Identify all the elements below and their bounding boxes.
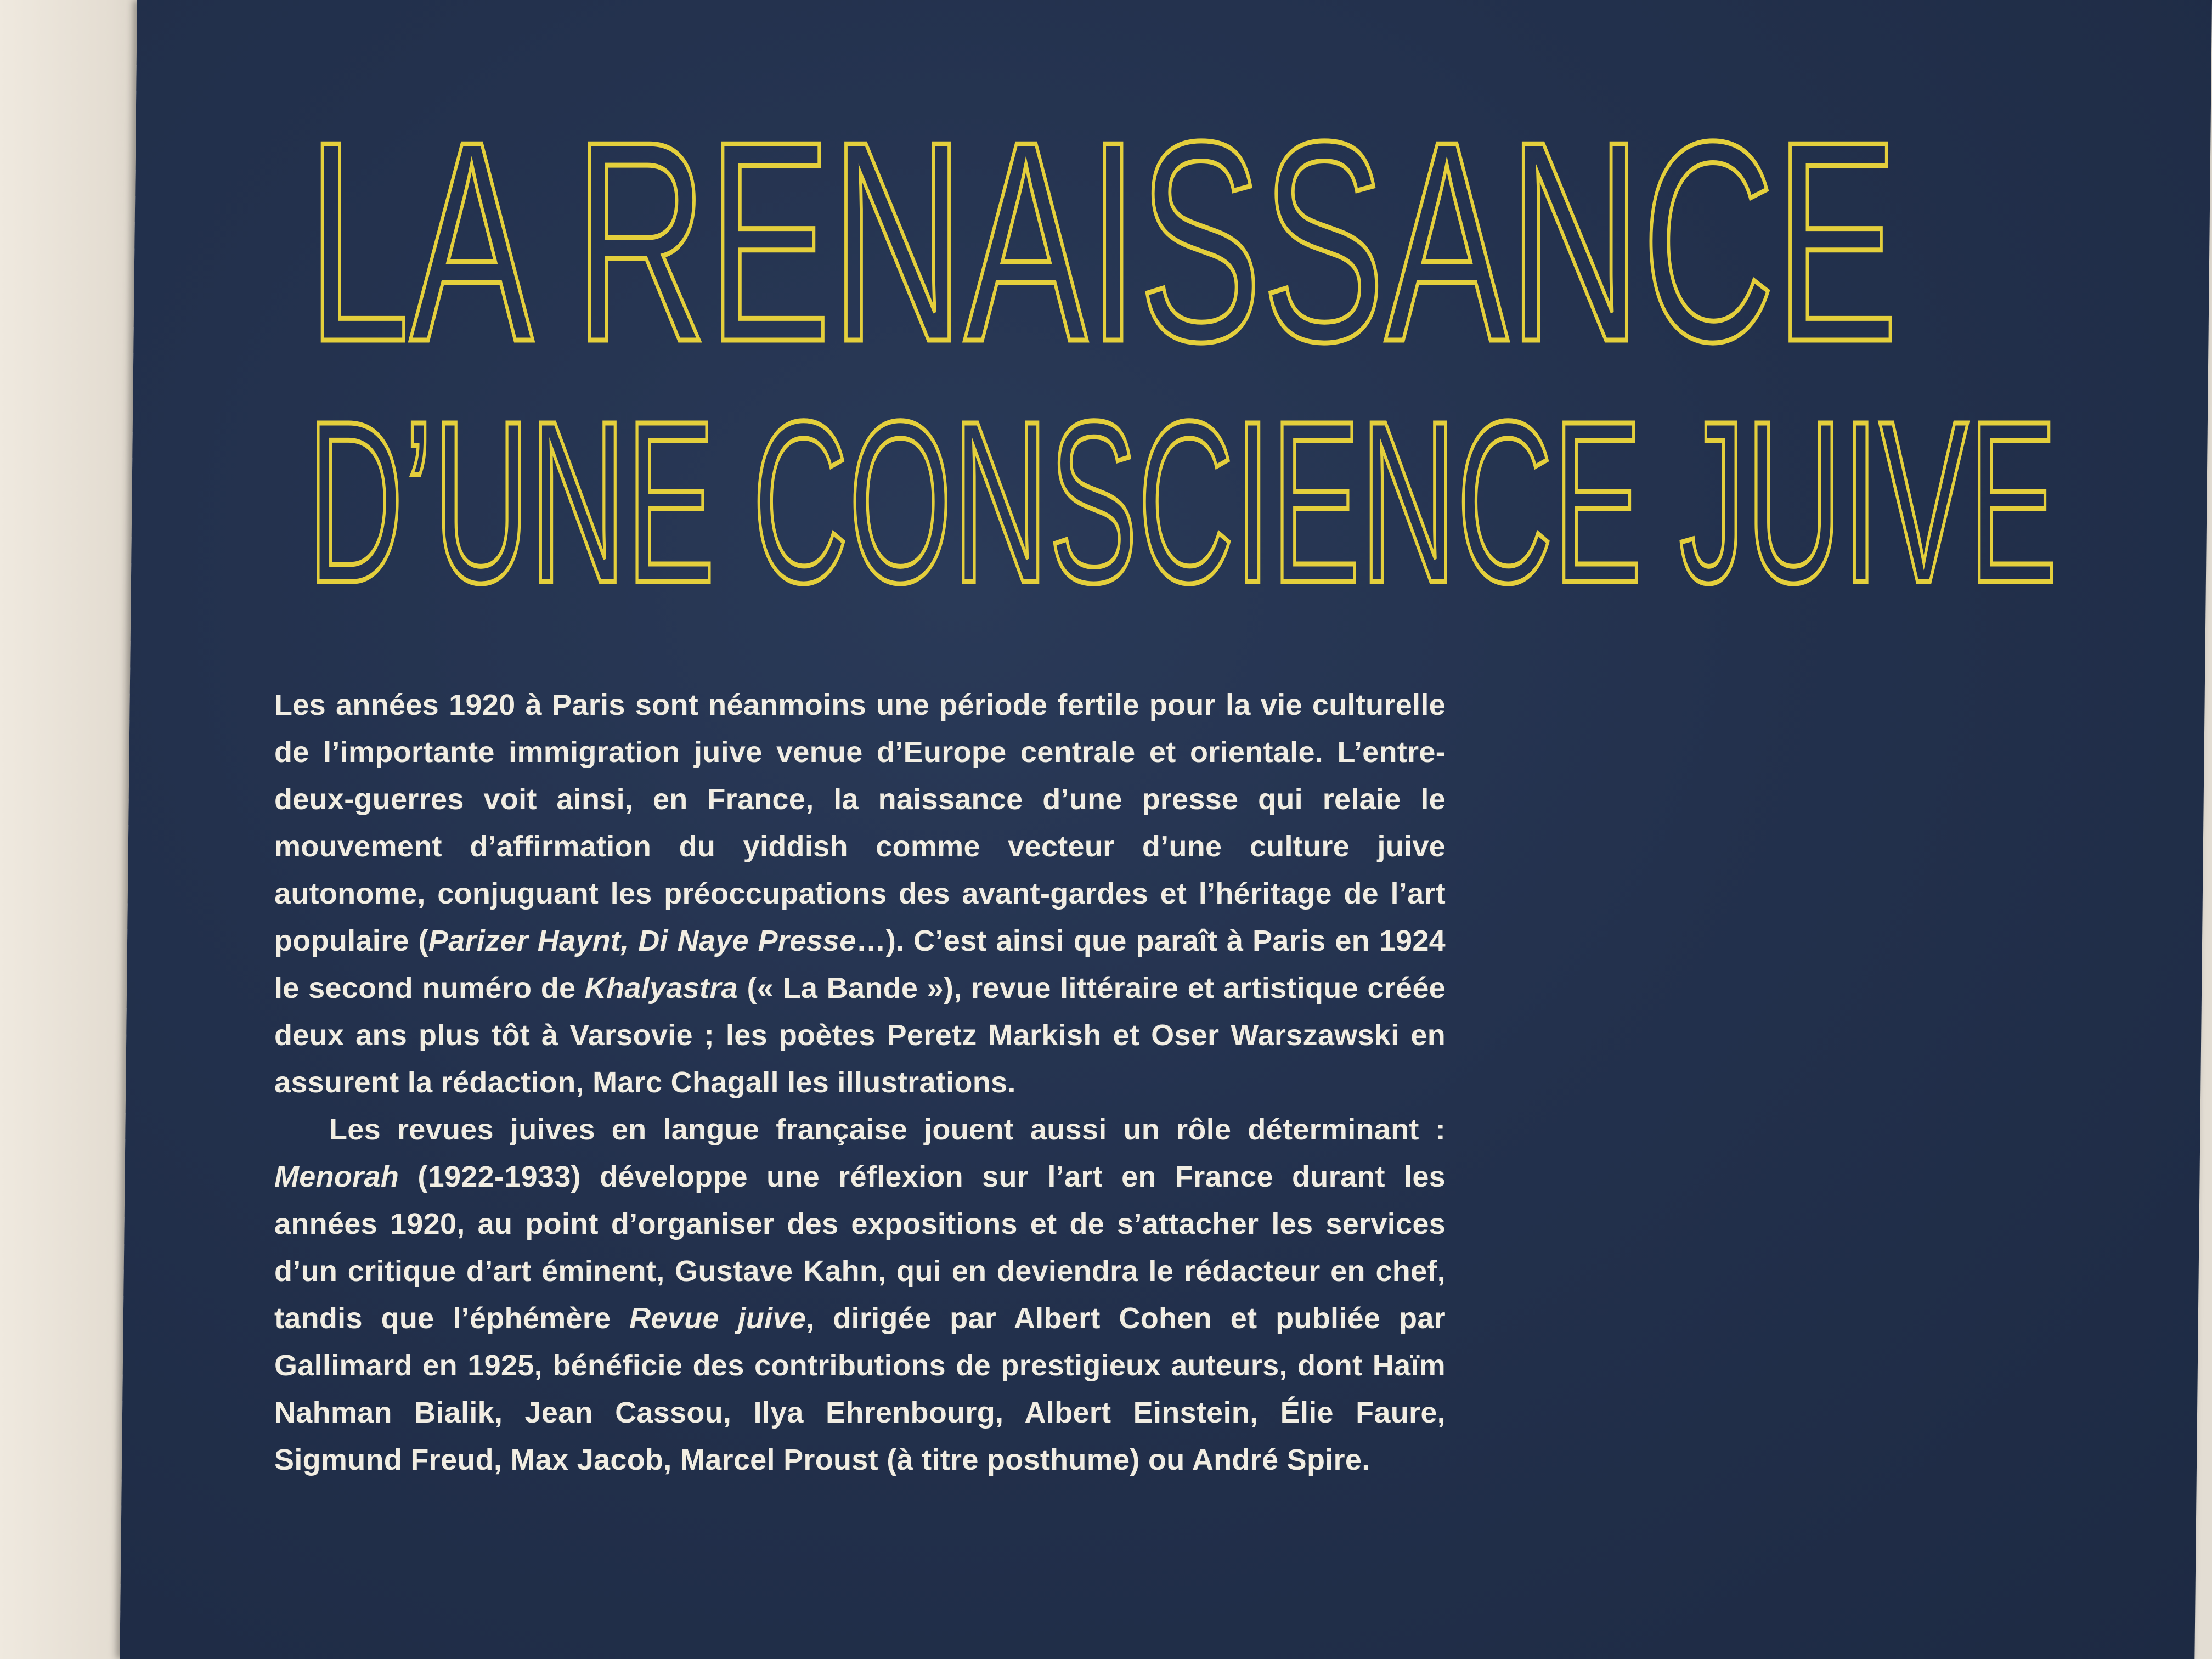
menorah-title: Menorah — [274, 1160, 399, 1193]
press-titles: Parizer Haynt, Di Naye Presse — [428, 924, 856, 957]
paragraph-1: Les années 1920 à Paris sont néanmoins une période fertile pour la vie culturelle de l’importante immigration juive venue d’Europe centrale et orientale. L’entre-deux-guerres voit ainsi, en France, la naissance d’une presse qui relaie le mouvement d’affirmation du yiddish comme vecteur d’une culture juive autonome, conjuguant les préoccupations des avant-gardes et l’héritage de l’art populaire (Parizer Haynt, Di Naye Presse…). C’est ainsi que paraît à Paris en 1924 le second numéro de Khalyastra (« La Bande »), revue littéraire et artistique créée deux ans plus tôt à Varsovie ; les poètes Peretz Markish et Oser Warszawski en assurent la rédaction, Marc Chagall les illustrations. — [274, 689, 1446, 1099]
khalyastra-title: Khalyastra — [584, 972, 738, 1005]
paragraph-2: Les revues juives en langue française jouent aussi un rôle déterminant : Menorah (1922-1933) développe une réflexion sur l’art en France durant les années 1920, au point d’organiser des expositions et de s’attacher les services d’un critique d’art éminent, Gustave Kahn, qui en deviendra le rédacteur en chef, tandis que l’éphémère Revue juive, dirigée par Albert Cohen et publiée par Gallimard en 1925, bénéficie des contributions de prestigieux auteurs, dont Haïm Nahman Bialik, Jean Cassou, Ilya Ehrenbourg, Albert Einstein, Élie Faure, Sigmund Freud, Max Jacob, Marcel Proust (à titre posthume) ou André Spire. — [274, 1113, 1446, 1476]
title-line-1: La Renaissance — [307, 82, 1898, 401]
title-line-2: d’une conscience juive — [307, 374, 2057, 631]
revue-juive-title: Revue juive — [629, 1302, 806, 1335]
panel-body-text — [274, 681, 1446, 1483]
